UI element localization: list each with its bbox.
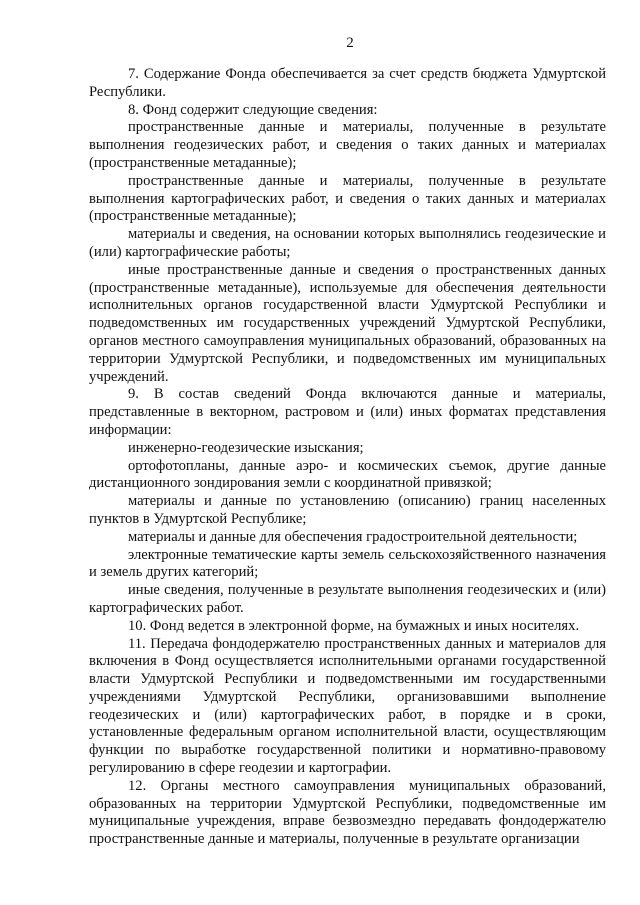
paragraph-8-item-geodetic: пространственные данные и материалы, полученные в результате выполнения геодезических работ, и сведения о таких данных и материалах (пространственные метаданные); (89, 119, 606, 171)
paragraph-10: 10. Фонд ведется в электронной форме, на бумажных и иных носителях. (128, 617, 580, 634)
paragraph-9-item-surveys: инженерно-геодезические изыскания; (128, 439, 364, 456)
paragraph-9-item-orthophoto: ортофотопланы, данные аэро- и космических съемок, другие данные дистанционного зондирования земли с координатной привязкой; (89, 457, 606, 492)
paragraph-9-item-thematic-maps: электронные тематические карты земель сельскохозяйственного назначения и земель других категорий; (89, 546, 606, 581)
page-number: 2 (346, 35, 354, 51)
paragraph-11: 11. Передача фондодержателю пространственных данных и материалов для включения в Фонд осуществляется исполнительными органами государственной власти Удмуртской Республики и подведомственными им государственными учреждениями Удмуртской Республики, организовавшими выполнение геодезических и (или) картографических работ, в порядке и в сроки, установленные федеральным органом исполнительной власти, осуществляющим функции по выработке государственной политики и нормативно-правовому регулированию в сфере геодезии и картографии. (89, 635, 606, 777)
paragraph-9: 9. В состав сведений Фонда включаются данные и материалы, представленные в векторном, растровом и (или) иных форматах представления информации: (89, 386, 606, 438)
paragraph-9-item-urban-planning: материалы и данные для обеспечения градостроительной деятельности; (128, 528, 578, 545)
paragraph-9-item-boundaries: материалы и данные по установлению (описанию) границ населенных пунктов в Удмуртской Республике; (89, 493, 606, 527)
paragraph-12: 12. Органы местного самоуправления муниципальных образований, образованных на территории Удмуртской Республики, подведомственные им муниципальные учреждения, вправе безвозмездно передавать фондодержателю пространственные данные и материалы, полученные в результате организации (89, 777, 606, 848)
paragraph-8: 8. Фонд содержит следующие сведения: (128, 101, 378, 118)
paragraph-8-item-cartographic: пространственные данные и материалы, полученные в результате выполнения картографических работ, и сведения о таких данных и материалах (пространственные метаданные); (89, 172, 606, 225)
paragraph-9-item-other: иные сведения, полученные в результате выполнения геодезических и (или) картографических работ. (89, 582, 606, 616)
paragraph-8-item-materials: материалы и сведения, на основании которых выполнялись геодезические и (или) картографические работы; (89, 226, 606, 260)
paragraph-7: 7. Содержание Фонда обеспечивается за счет средств бюджета Удмуртской Республики. (89, 66, 606, 100)
paragraph-8-item-other: иные пространственные данные и сведения о пространственных данных (пространственные метаданные), используемые для обеспечения деятельности исполнительных органов государственной власти Удмуртской Республики и подведомственных им государственных учреждений Удмуртской Республики, органов местного самоуправления муниципальных образований, образованных на территории Удмуртской Республики, и подведомственных им муниципальных учреждений. (89, 261, 606, 385)
document-body (89, 66, 606, 849)
